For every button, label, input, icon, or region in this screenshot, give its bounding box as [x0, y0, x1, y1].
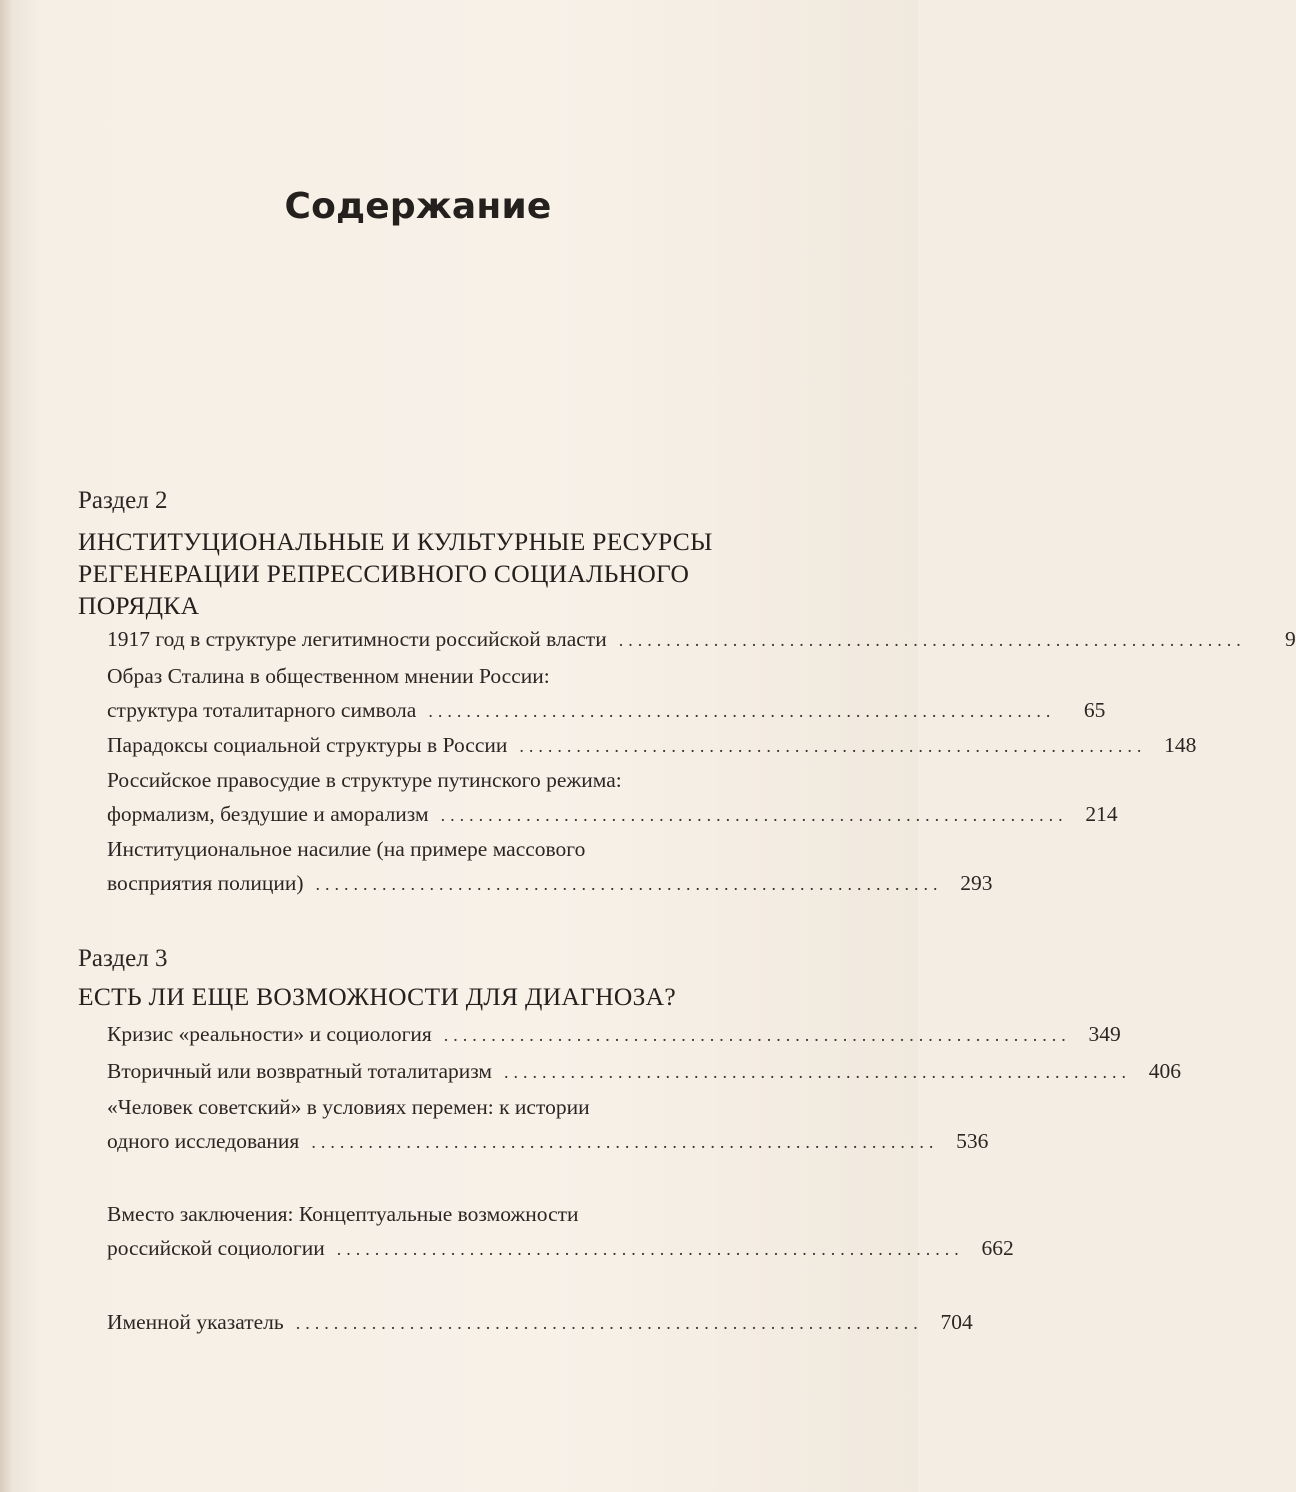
toc-entry[interactable]: Институциональное насилие (на примере массового восприятия полиции) .................................................................. 293: [107, 832, 761, 901]
leader-dots: ..................................................................: [618, 630, 1246, 650]
section-label: Раздел 3: [78, 945, 168, 972]
page-number: 214: [1085, 802, 1118, 826]
section-heading: ИНСТИТУЦИОНАЛЬНЫЕ И КУЛЬТУРНЫЕ РЕСУРСЫ РЕГЕНЕРАЦИИ РЕПРЕССИВНОГО СОЦИАЛЬНОГО ПОРЯДКА: [78, 527, 713, 620]
page-number: 536: [956, 1129, 989, 1153]
page-number: 349: [1088, 1022, 1121, 1046]
toc-entry-index[interactable]: Именной указатель .................................................................. 704: [107, 1305, 761, 1340]
page-number: 704: [940, 1310, 973, 1334]
leader-dots: ..................................................................: [519, 736, 1147, 756]
section-heading: ЕСТЬ ЛИ ЕЩЕ ВОЗМОЖНОСТИ ДЛЯ ДИАГНОЗА?: [78, 982, 677, 1011]
section-label: Раздел 2: [78, 487, 168, 514]
leader-dots: ..................................................................: [504, 1062, 1132, 1082]
toc-entry-conclusion[interactable]: Вместо заключения: Концептуальные возможности российской социологии .................................................................. 662: [107, 1197, 761, 1266]
toc-entry[interactable]: Кризис «реальности» и социология .................................................................. 349: [107, 1017, 761, 1052]
leader-dots: ..................................................................: [311, 1132, 939, 1152]
toc-entry[interactable]: Российское правосудие в структуре путинского режима: формализм, бездушие и аморализм .................................................................. 214: [107, 763, 761, 832]
page-title: Содержание: [284, 186, 552, 227]
page-number: 148: [1164, 733, 1197, 757]
leader-dots: ..................................................................: [428, 701, 1056, 721]
toc-entry[interactable]: 1917 год в структуре легитимности российской власти .................................................................. 9: [107, 622, 761, 657]
toc-entry[interactable]: «Человек советский» в условиях перемен: к истории одного исследования .................................................................. 536: [107, 1090, 761, 1159]
toc-entry[interactable]: Вторичный или возвратный тоталитаризм .................................................................. 406: [107, 1054, 761, 1089]
leader-dots: ..................................................................: [443, 1025, 1071, 1045]
leader-dots: ..................................................................: [295, 1313, 923, 1333]
page-number: 65: [1083, 698, 1106, 722]
page-number: 9: [1284, 627, 1296, 651]
toc-entry[interactable]: Образ Сталина в общественном мнении России: структура тоталитарного символа .................................................................. 65: [107, 659, 761, 728]
page-number: 662: [981, 1236, 1014, 1260]
page-number: 406: [1148, 1059, 1182, 1083]
leader-dots: ..................................................................: [440, 805, 1068, 825]
leader-dots: ..................................................................: [315, 874, 943, 894]
leader-dots: ..................................................................: [336, 1239, 964, 1259]
page-number: 293: [960, 871, 993, 895]
toc-entry[interactable]: Парадоксы социальной структуры в России .................................................................. 148: [107, 728, 761, 763]
